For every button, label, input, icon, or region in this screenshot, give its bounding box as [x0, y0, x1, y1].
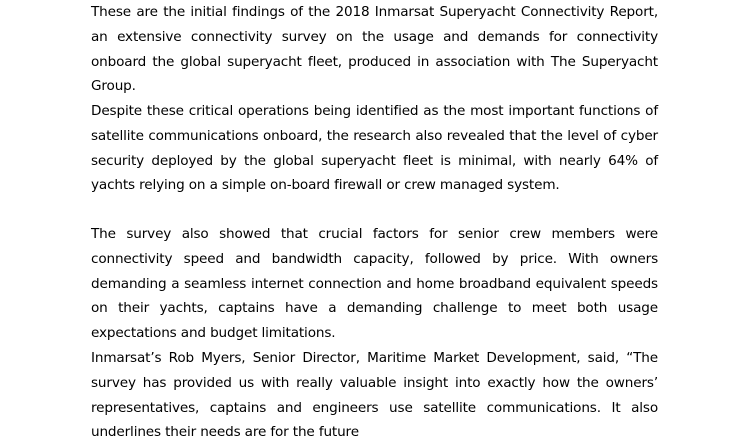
paragraph-initial-findings: These are the initial findings of the 2018 Inmarsat Superyacht Connectivity Report, an extensive connectivity survey on the usage and demands for connectivity onboard the global superyacht fleet, produced in association with The Superyacht Group. — [91, 4, 658, 95]
paragraph-crew-factors: The survey also showed that crucial factors for senior crew members were connectivity speed and bandwidth capacity, followed by price. With owners demanding a seamless internet connection and home broadband equivalent speeds on their yachts, captains have a demanding challenge to meet both usage expectations and budget limitations. — [91, 226, 658, 342]
paragraph-cyber-security: Despite these critical operations being identified as the most important functions of satellite communications onboard, the research also revealed that the level of cyber security deployed by the global superyacht fleet is minimal, with nearly 64% of yachts relying on a simple on-board firewall or crew managed system. — [91, 103, 658, 194]
paragraph-rob-myers-quote: Inmarsat’s Rob Myers, Senior Director, Maritime Market Development, said, “The survey has provided us with really valuable insight into exactly how the owners’ representatives, captains and engineers use satellite communications. It also underlines their needs are for the future — [91, 350, 658, 441]
